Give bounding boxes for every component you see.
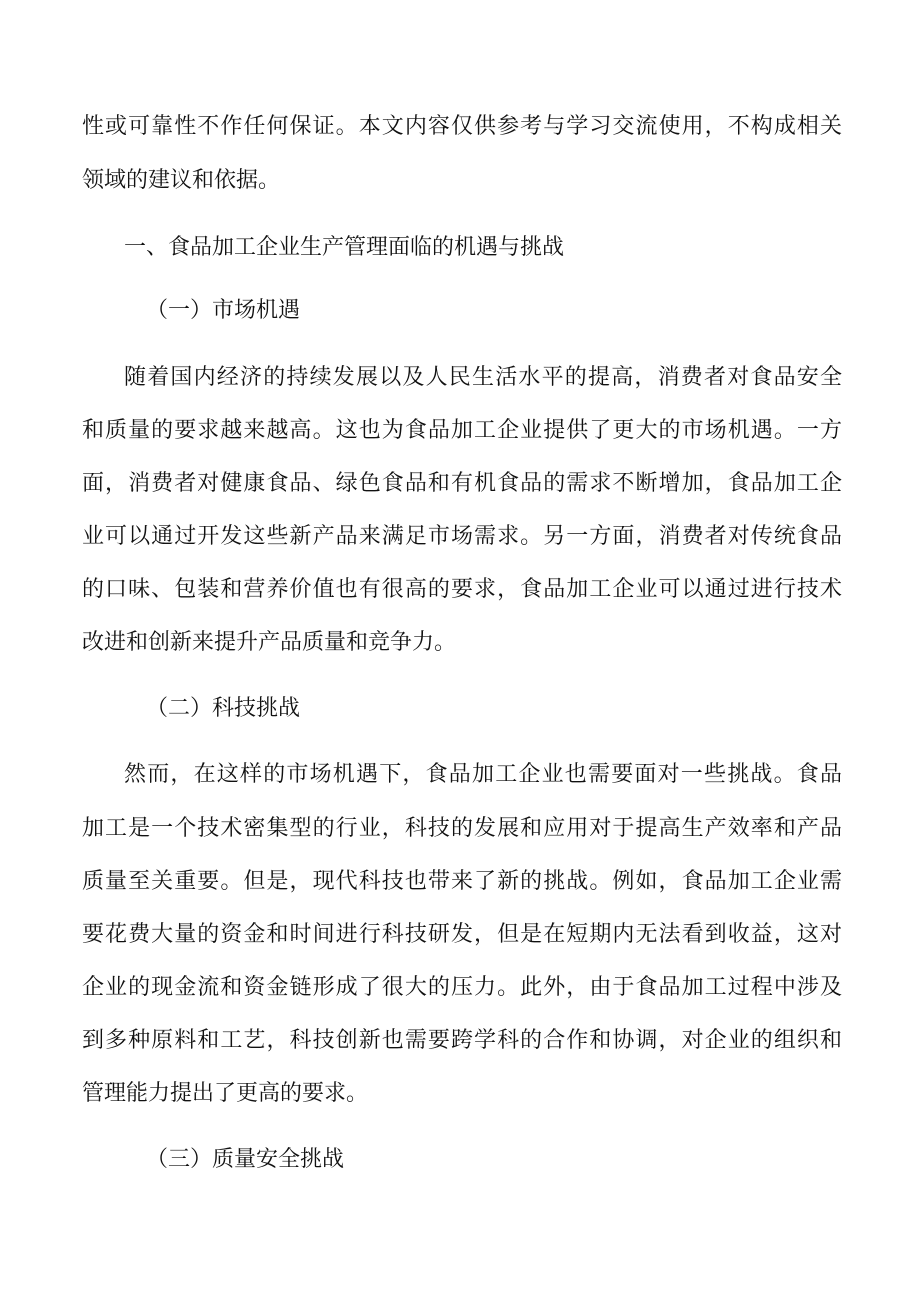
- subsection-1-line-3: 面，消费者对健康食品、绿色食品和有机食品的需求不断增加，食品加工企: [82, 471, 842, 496]
- subsection-3-title: （三）质量安全挑战: [146, 1147, 345, 1172]
- subsection-2-line-1: 然而，在这样的市场机遇下，食品加工企业也需要面对一些挑战。食品: [124, 762, 842, 787]
- subsection-2-line-7: 管理能力提出了更高的要求。: [82, 1081, 369, 1106]
- subsection-1-line-5: 的口味、包装和营养价值也有很高的要求，食品加工企业可以通过进行技术: [82, 577, 842, 602]
- subsection-1-line-1: 随着国内经济的持续发展以及人民生活水平的提高，消费者对食品安全: [124, 365, 842, 390]
- subsection-1-line-2: 和质量的要求越来越高。这也为食品加工企业提供了更大的市场机遇。一方: [82, 418, 842, 443]
- section-title: 一、食品加工企业生产管理面临的机遇与挑战: [124, 235, 565, 260]
- subsection-2-line-5: 企业的现金流和资金链形成了很大的压力。此外，由于食品加工过程中涉及: [82, 975, 842, 1000]
- subsection-2-line-2: 加工是一个技术密集型的行业，科技的发展和应用对于提高生产效率和产品: [82, 816, 842, 841]
- intro-line-1: 性或可靠性不作任何保证。本文内容仅供参考与学习交流使用，不构成相关: [82, 114, 842, 139]
- subsection-2-line-4: 要花费大量的资金和时间进行科技研发，但是在短期内无法看到收益，这对: [82, 922, 842, 947]
- subsection-1-title: （一）市场机遇: [146, 298, 301, 323]
- subsection-2-line-3: 质量至关重要。但是，现代科技也带来了新的挑战。例如，食品加工企业需: [82, 869, 842, 894]
- subsection-1-line-6: 改进和创新来提升产品质量和竞争力。: [82, 630, 457, 655]
- subsection-2-line-6: 到多种原料和工艺，科技创新也需要跨学科的合作和协调，对企业的组织和: [82, 1028, 842, 1053]
- intro-line-2: 领域的建议和依据。: [82, 168, 281, 193]
- subsection-1-line-4: 业可以通过开发这些新产品来满足市场需求。另一方面，消费者对传统食品: [82, 524, 842, 549]
- subsection-2-title: （二）科技挑战: [146, 696, 301, 721]
